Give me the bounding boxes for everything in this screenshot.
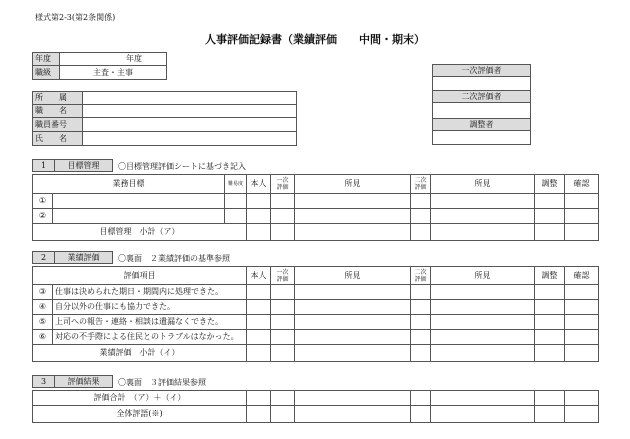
confirm-field[interactable]	[565, 285, 599, 300]
header-comment2: 所見	[431, 267, 535, 285]
table-row	[33, 194, 599, 209]
year-field[interactable]: 年度	[60, 53, 167, 66]
grade-field[interactable]: 主査・主事	[60, 66, 167, 80]
self-field[interactable]	[247, 209, 271, 224]
row-number: ②	[33, 209, 53, 224]
evaluator-table	[432, 64, 531, 145]
difficulty-field[interactable]	[225, 194, 247, 209]
table-row	[33, 285, 599, 300]
comment2-field[interactable]	[431, 224, 535, 241]
second-eval-field[interactable]	[411, 406, 431, 423]
section2-note: 〇裏面 ２業績評価の基準参照	[118, 254, 230, 263]
comment2-field[interactable]	[431, 194, 535, 209]
self-field[interactable]	[247, 345, 271, 362]
first-eval-field[interactable]	[271, 391, 295, 406]
name-field[interactable]	[83, 132, 297, 146]
adjust-field[interactable]	[535, 406, 565, 423]
section2-title: 業績評価	[55, 252, 113, 264]
overall-rating-label: 全体評語(※)	[33, 406, 247, 423]
table-row	[33, 300, 599, 315]
adjuster-field[interactable]	[433, 131, 531, 145]
second-eval-field[interactable]	[411, 315, 431, 330]
job-title-field[interactable]	[83, 105, 297, 118]
second-eval-field[interactable]	[411, 209, 431, 224]
year-grade-table	[32, 52, 167, 80]
confirm-field[interactable]	[565, 209, 599, 224]
header-second-eval: 二次 評価	[411, 267, 431, 285]
confirm-field[interactable]	[565, 391, 599, 406]
employee-no-label: 職員番号	[33, 118, 83, 132]
affiliation-field[interactable]	[83, 92, 297, 105]
first-eval-field[interactable]	[271, 209, 295, 224]
comment2-field[interactable]	[431, 285, 535, 300]
comment1-field[interactable]	[295, 391, 411, 406]
confirm-field[interactable]	[565, 315, 599, 330]
comment2-field[interactable]	[431, 345, 535, 362]
header-comment1: 所見	[295, 175, 411, 194]
total-label: 評価合計 （ア）＋（イ）	[33, 391, 247, 406]
job-title-label: 職 名	[33, 105, 83, 118]
header-item: 評価項目	[33, 267, 247, 285]
header-comment1: 所見	[295, 267, 411, 285]
criteria-text: 上司への報告・連絡・相談は遺漏なくできた。	[53, 315, 247, 330]
header-comment2: 所見	[431, 175, 535, 194]
comment1-field[interactable]	[295, 285, 411, 300]
second-eval-field[interactable]	[411, 345, 431, 362]
adjust-field[interactable]	[535, 330, 565, 345]
adjust-field[interactable]	[535, 285, 565, 300]
first-eval-field[interactable]	[271, 406, 295, 423]
comment1-field[interactable]	[295, 194, 411, 209]
section3-title: 評価結果	[55, 376, 113, 388]
adjust-field[interactable]	[535, 209, 565, 224]
header-adjust: 調整	[535, 267, 565, 285]
adjust-field[interactable]	[535, 194, 565, 209]
goal-management-table	[32, 174, 599, 241]
row-number: ①	[33, 194, 53, 209]
first-eval-field[interactable]	[271, 315, 295, 330]
section1-title: 目標管理	[55, 160, 113, 172]
comment2-field[interactable]	[431, 315, 535, 330]
header-adjust: 調整	[535, 175, 565, 194]
criteria-text: 対応の不手際による住民とのトラブルはなかった。	[53, 330, 247, 345]
comment1-field[interactable]	[295, 345, 411, 362]
performance-eval-table	[32, 266, 599, 362]
self-field[interactable]	[247, 224, 271, 241]
name-label: 氏 名	[33, 132, 83, 146]
first-eval-field[interactable]	[271, 345, 295, 362]
goal-field[interactable]	[53, 194, 225, 209]
comment2-field[interactable]	[431, 406, 535, 423]
section1-heading	[32, 159, 113, 172]
second-eval-field[interactable]	[411, 224, 431, 241]
first-evaluator-label: 一次評価者	[433, 65, 531, 77]
self-field[interactable]	[247, 300, 271, 315]
year-label: 年度	[33, 53, 60, 66]
second-eval-field[interactable]	[411, 285, 431, 300]
comment2-field[interactable]	[431, 300, 535, 315]
self-field[interactable]	[247, 406, 271, 423]
second-eval-field[interactable]	[411, 300, 431, 315]
subtotal-i-label: 業績評価 小計（イ）	[33, 345, 247, 362]
section2-number: 2	[33, 252, 55, 264]
comment1-field[interactable]	[295, 330, 411, 345]
comment2-field[interactable]	[431, 209, 535, 224]
confirm-field[interactable]	[565, 300, 599, 315]
criteria-text: 自分以外の仕事にも協力できた。	[53, 300, 247, 315]
row-number: ⑤	[33, 315, 53, 330]
header-self: 本人	[247, 267, 271, 285]
personal-info-table	[32, 91, 297, 146]
header-goal: 業務目標	[33, 175, 225, 194]
adjust-field[interactable]	[535, 345, 565, 362]
first-eval-field[interactable]	[271, 224, 295, 241]
grade-label: 職級	[33, 66, 60, 80]
goal-field[interactable]	[53, 209, 225, 224]
confirm-field[interactable]	[565, 194, 599, 209]
section3-number: 3	[33, 376, 55, 388]
affiliation-label: 所 属	[33, 92, 83, 105]
criteria-text: 仕事は決められた期日・期間内に処理できた。	[53, 285, 247, 300]
adjuster-label: 調整者	[433, 119, 531, 131]
first-eval-field[interactable]	[271, 285, 295, 300]
table-row	[33, 330, 599, 345]
self-field[interactable]	[247, 315, 271, 330]
row-number: ③	[33, 285, 53, 300]
adjust-field[interactable]	[535, 300, 565, 315]
section3-note: 〇裏面 ３評価結果参照	[118, 378, 206, 387]
first-eval-field[interactable]	[271, 194, 295, 209]
header-confirm: 確認	[565, 175, 599, 194]
comment1-field[interactable]	[295, 224, 411, 241]
confirm-field[interactable]	[565, 330, 599, 345]
form-id: 様式第2-3(第2条関係)	[35, 13, 116, 22]
comment1-field[interactable]	[295, 209, 411, 224]
self-field[interactable]	[247, 330, 271, 345]
header-difficulty: 難易度	[225, 175, 247, 194]
second-evaluator-label: 二次評価者	[433, 91, 531, 103]
header-self: 本人	[247, 175, 271, 194]
comment2-field[interactable]	[431, 391, 535, 406]
second-evaluator-field[interactable]	[433, 103, 531, 119]
adjust-field[interactable]	[535, 224, 565, 241]
header-first-eval: 一次 評価	[271, 175, 295, 194]
self-field[interactable]	[247, 391, 271, 406]
second-eval-field[interactable]	[411, 391, 431, 406]
confirm-field[interactable]	[565, 406, 599, 423]
header-second-eval: 二次 評価	[411, 175, 431, 194]
subtotal-a-label: 目標管理 小計（ア）	[33, 224, 247, 241]
adjust-field[interactable]	[535, 391, 565, 406]
result-table	[32, 390, 599, 423]
second-eval-field[interactable]	[411, 330, 431, 345]
self-field[interactable]	[247, 285, 271, 300]
self-field[interactable]	[247, 194, 271, 209]
confirm-field[interactable]	[565, 224, 599, 241]
page-title: 人事評価記録書（業績評価 中間・期末）	[205, 33, 425, 46]
comment1-field[interactable]	[295, 406, 411, 423]
row-number: ⑥	[33, 330, 53, 345]
section2-heading	[32, 251, 113, 264]
adjust-field[interactable]	[535, 315, 565, 330]
first-evaluator-field[interactable]	[433, 77, 531, 91]
row-number: ④	[33, 300, 53, 315]
comment2-field[interactable]	[431, 330, 535, 345]
table-row	[33, 315, 599, 330]
table-row	[33, 209, 599, 224]
comment1-field[interactable]	[295, 315, 411, 330]
first-eval-field[interactable]	[271, 300, 295, 315]
confirm-field[interactable]	[565, 345, 599, 362]
second-eval-field[interactable]	[411, 194, 431, 209]
difficulty-field[interactable]	[225, 209, 247, 224]
section1-note: 〇目標管理評価シートに基づき記入	[118, 162, 246, 171]
first-eval-field[interactable]	[271, 330, 295, 345]
header-confirm: 確認	[565, 267, 599, 285]
header-first-eval: 一次 評価	[271, 267, 295, 285]
comment1-field[interactable]	[295, 300, 411, 315]
section1-number: 1	[33, 160, 55, 172]
section3-heading	[32, 375, 113, 388]
employee-no-field[interactable]	[83, 118, 297, 132]
